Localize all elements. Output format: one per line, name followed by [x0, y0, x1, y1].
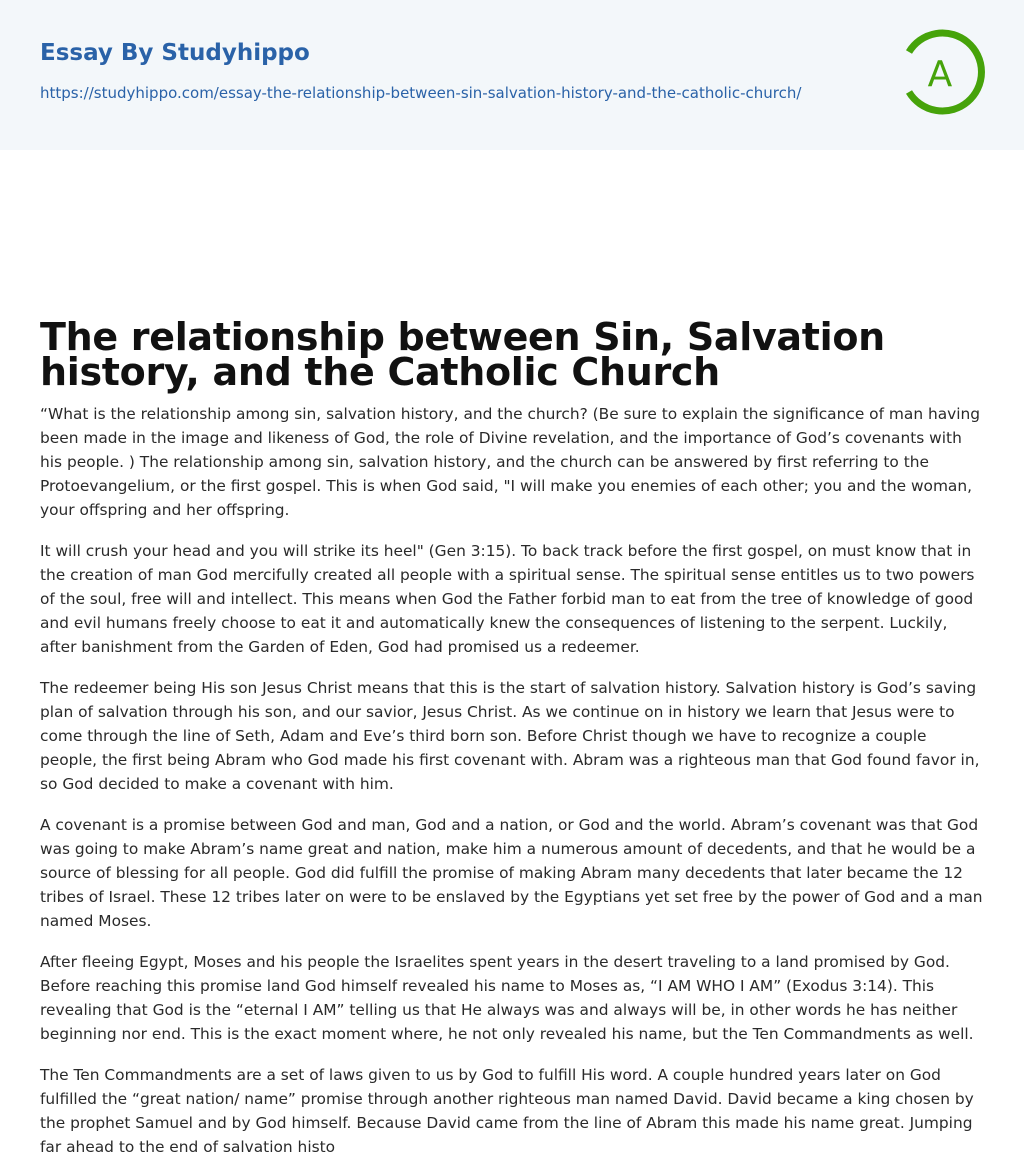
svg-text:A: A	[927, 54, 953, 95]
essay-paragraph: After fleeing Egypt, Moses and his people the Israelites spent years in the desert traveling to a land promised by God. Before reaching this promise land God himself revealed his name to Moses as, “I AM WHO I AM” (Exodus 3:14). This revealing that God is the “eternal I AM” telling us that He always was and always will be, in other words he has neither beginning nor end. This is the exact moment where, he not only revealed his name, but the Ten Commandments as well.	[40, 953, 974, 1043]
essay-paragraph: The redeemer being His son Jesus Christ means that this is the start of salvation history. Salvation history is God’s saving plan of salvation through his son, and our savior, Jesus Christ. As we continue on in history we learn that Jesus were to come through the line of Seth, Adam and Eve’s third born son. Before Christ though we have to recognize a couple people, the first being Abram who God made his first covenant with. Abram was a righteous man that God found favor in, so God decided to make a covenant with him.	[40, 679, 980, 793]
essay-paragraph: A covenant is a promise between God and man, God and a nation, or God and the world. Abram’s covenant was that God was going to make Abram’s name great and nation, make him a numerous amount of decedents, and that he would be a source of blessing for all people. God did fulfill the promise of making Abram many decedents that later became the 12 tribes of Israel. These 12 tribes later on were to be enslaved by the Egyptians yet set free by the power of God and a man named Moses.	[40, 816, 983, 930]
brand-title: Essay By Studyhippo	[40, 40, 310, 66]
essay-content	[0, 150, 1024, 1159]
essay-url-link[interactable]: https://studyhippo.com/essay-the-relationship-between-sin-salvation-history-and-the-catholic-church/	[40, 84, 802, 102]
essay-paragraph: It will crush your head and you will strike its heel" (Gen 3:15). To back track before the first gospel, on must know that in the creation of man God mercifully created all people with a spiritual sense. The spiritual sense entitles us to two powers of the soul, free will and intellect. This means when God the Father forbid man to eat from the tree of knowledge of good and evil humans freely choose to eat it and automatically knew the consequences of listening to the serpent. Luckily, after banishment from the Garden of Eden, God had promised us a redeemer.	[40, 542, 975, 656]
essay-paragraph: “What is the relationship among sin, salvation history, and the church? (Be sure to explain the significance of man having been made in the image and likeness of God, the role of Divine revelation, and the importance of God’s covenants with his people. ) The relationship among sin, salvation history, and the church can be answered by first referring to the Protoevangelium, or the first gospel. This is when God said, "I will make you enemies of each other; you and the woman, your offspring and her offspring.	[40, 405, 981, 519]
studyhippo-logo-icon[interactable]	[896, 26, 988, 118]
essay-title: The relationship between Sin, Salvation history, and the Catholic Church	[40, 315, 885, 394]
site-header	[0, 0, 1024, 150]
essay-paragraph: The Ten Commandments are a set of laws given to us by God to fulfill His word. A couple hundred years later on God fulfilled the “great nation/ name” promise through another righteous man named David. David became a king chosen by the prophet Samuel and by God himself. Because David came from the line of Abram this made his name great. Jumping far ahead to the end of salvation histo	[40, 1066, 974, 1156]
